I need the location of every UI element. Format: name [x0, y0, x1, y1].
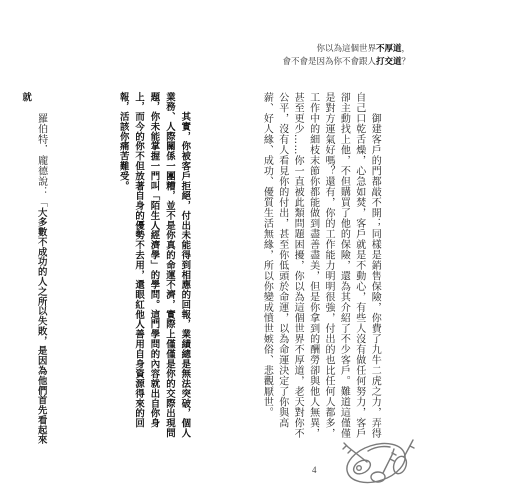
header-line1-text: 你以為這個世界 [316, 44, 376, 54]
body-paragraph-1: 御建客戶的門都敲不開；同樣是銷售保險，你費了九牛二虎之力，弄得自己口乾舌燥，心急如焚，客戶就是不動心，有些人沒有做任何努力，客戶卻主動找上他，不但購買了他的保險，還為其介紹了不少客戶。難道這僅僅是對方運氣好嗎？還有，你的工作能力明明很強，付出的也比任何人都多，工作中的細枝末節你都能做到盡善盡美，但是你拿到的酬勞卻與他人無異，甚至更少……你一直被此類問題困擾，你以為這個世界不厚道，老天對你不公平，沒有人看見你的付出，甚至你低頭於命運，以為命運決定了你與高薪、好人緣、成功、優質生活無緣，所以你變成憤世嫉俗、悲觀厭世。 [261, 92, 381, 439]
vertical-body-text [0, 92, 413, 447]
running-header [282, 43, 410, 69]
body-paragraph-3-quote [18, 92, 49, 447]
header-line1-emphasis: 不厚道 [375, 44, 402, 54]
keys-illustration-icon [318, 395, 418, 490]
page-number: 4 [312, 465, 317, 475]
header-line1-punct: ， [401, 44, 410, 54]
quote-text: 大多數不成功的人之所以失敗，是因為他們首先看起來就 [20, 92, 47, 445]
header-line2-text: 會不會是因為你不會跟人 [282, 57, 376, 67]
header-line2-emphasis: 打交道 [375, 57, 402, 67]
header-line-1 [282, 43, 410, 56]
header-line-2 [282, 56, 410, 69]
header-line2-punct: ？ [401, 57, 410, 67]
body-paragraph-2-emphasis: 其實，你被客戶拒絕，付出未能得到相應的回報，業績總是無法突破，個人業務、人際關係一團糟，並不是你真的命運不濟，實際上僅僅是你的交際出現問題，你未能掌握一門叫「陌生人經濟學」的學問。這門學問的內容就出自你身上，而今的你不但放著自身的優勢不去用，還眼紅他人善用自身資源得來的回報，活該你痛苦難受。 [117, 92, 191, 439]
quote-attribution: 羅伯特．龐德說：「 [35, 92, 47, 208]
